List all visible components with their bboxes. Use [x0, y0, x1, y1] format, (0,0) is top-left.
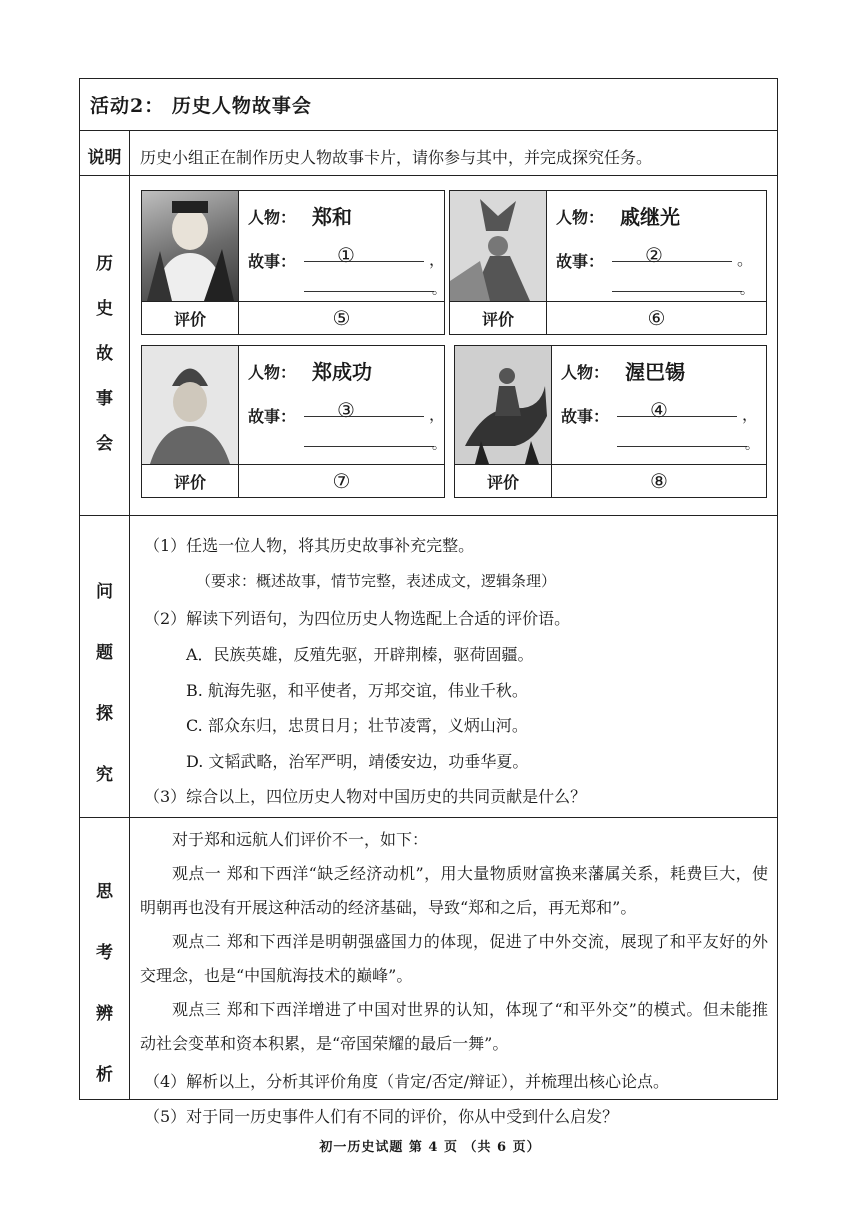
person-name: 郑和: [312, 205, 352, 229]
story-mark: ③: [337, 398, 355, 422]
activity-title: 活动2： 历史人物故事会: [90, 95, 312, 117]
story-blank: [304, 291, 434, 292]
evaluation-mark: ⑥: [647, 306, 666, 330]
story-blank: [612, 261, 732, 262]
story-mark: ④: [650, 398, 668, 422]
story-blank: [304, 446, 434, 447]
question-5: （5）对于同一历史事件人们有不同的评价，你从中受到什么启发？: [144, 1107, 619, 1126]
story-blank: [612, 291, 742, 292]
person-name: 戚继光: [620, 205, 680, 229]
story-blank: [304, 416, 424, 417]
story-blank: [304, 261, 424, 262]
portrait-ubashi: [455, 346, 552, 464]
card-zheng-he: 人物： 郑和 故事： ① ， 。 评价 ⑤: [141, 190, 445, 335]
intro-text: 历史小组正在制作历史人物故事卡片，请你参与其中，并完成探究任务。: [140, 148, 653, 167]
story-mark: ②: [645, 243, 663, 267]
divider: [80, 817, 777, 818]
divider: [80, 130, 777, 131]
view-3: 观点三 郑和下西洋增进了中国对世界的认知，体现了“和平外交”的模式。但未能推动社会变革和资本积累，是“帝国荣耀的最后一舞”。: [140, 1000, 768, 1053]
evaluation-row: 评价 ⑤: [142, 301, 444, 334]
evaluation-mark: ⑤: [332, 306, 351, 330]
question-3: （3）综合以上，四位历史人物对中国历史的共同贡献是什么？: [144, 787, 587, 806]
view-2: 观点二 郑和下西洋是明朝强盛国力的体现，促进了中外交流，展现了和平友好的外交理念，也是“中国航海技术的巅峰”。: [140, 932, 768, 985]
story-blank: [617, 416, 737, 417]
portrait-qi-jiguang: [450, 191, 547, 301]
person-name: 郑成功: [312, 360, 372, 384]
section-label-story: 历 史 故 事 会: [96, 254, 113, 454]
question-1-requirement: （要求：概述故事，情节完整，表述成文，逻辑条理）: [196, 572, 557, 590]
option-c: C. 部众东归，忠贯日月；壮节凌霄，义炳山河。: [186, 716, 528, 735]
evaluation-mark: ⑦: [332, 469, 351, 493]
evaluation-row: 评价 ⑥: [450, 301, 766, 334]
person-name: 渥巴锡: [625, 360, 685, 384]
option-a: A．民族英雄，反殖先驱，开辟荆榛，驱荷固疆。: [186, 645, 534, 664]
intro-label: 说明: [87, 148, 122, 168]
portrait-zheng-chenggong: [142, 346, 239, 464]
card-zheng-chenggong: 人物： 郑成功 故事： ③ ， 。 评价 ⑦: [141, 345, 445, 498]
question-1: （1）任选一位人物，将其历史故事补充完整。: [144, 536, 475, 555]
evaluation-row: 评价 ⑦: [142, 464, 444, 497]
evaluation-row: 评价 ⑧: [455, 464, 766, 497]
divider: [80, 515, 777, 516]
question-2: （2）解读下列语句，为四位历史人物选配上合适的评价语。: [144, 609, 571, 628]
evaluation-mark: ⑧: [650, 469, 668, 493]
analysis-intro: 对于郑和远航人们评价不一，如下：: [172, 830, 429, 849]
activity-table: [79, 78, 778, 1126]
story-mark: ①: [337, 243, 355, 267]
divider: [80, 175, 777, 176]
page-footer: 初一历史试题 第 4 页 （共 6 页）: [319, 1140, 541, 1155]
story-blank: [617, 446, 747, 447]
label-column-divider: [129, 131, 130, 1099]
card-qi-jiguang: 人物： 戚继光 故事： ② 。 。 评价 ⑥: [449, 190, 767, 335]
option-b: B. 航海先驱，和平使者，万邦交谊，伟业千秋。: [186, 681, 528, 700]
portrait-zheng-he: [142, 191, 239, 301]
view-1: 观点一 郑和下西洋“缺乏经济动机”，用大量物质财富换来藩属关系，耗费巨大，使明朝再也没有开展这种活动的经济基础，导致“郑和之后，再无郑和”。: [140, 864, 768, 917]
section-label-questions: 问 题 探 究: [96, 582, 113, 785]
option-d: D. 文韬武略，治军严明，靖倭安边，功垂华夏。: [186, 752, 529, 771]
section-label-analysis: 思 考 辨 析: [96, 882, 113, 1085]
question-4: （4）解析以上，分析其评价角度（肯定/否定/辩证），并梳理出核心论点。: [144, 1072, 669, 1091]
card-ubashi: 人物： 渥巴锡 故事： ④ ， 。 评价 ⑧: [454, 345, 767, 498]
